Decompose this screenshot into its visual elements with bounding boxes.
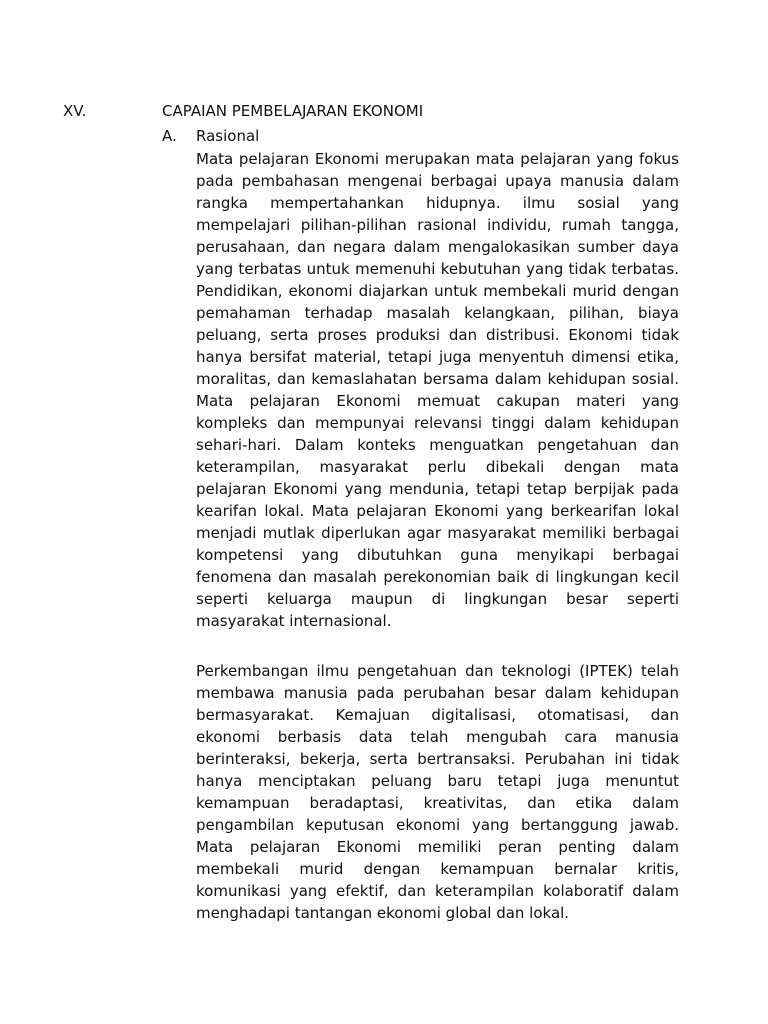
paragraph-rasional-2: Perkembangan ilmu pengetahuan dan teknologi (IPTEK) telah membawa manusia pada perubahan besar dalam kehidupan bermasyarakat. Kemajuan digitalisasi, otomatisasi, dan ekonomi berbasis data telah mengubah cara manusia berinteraksi, bekerja, serta bertransaksi. Perubahan ini tidak hanya menciptakan peluang baru tetapi juga menuntut kemampuan beradaptasi, kreativitas, dan etika dalam pengambilan keputusan ekonomi yang bertanggung jawab. Mata pelajaran Ekonomi memiliki peran penting dalam membekali murid dengan kemampuan bernalar kritis, komunikasi yang efektif, dan keterampilan kolaboratif dalam menghadapi tantangan ekonomi global dan lokal. (196, 662, 679, 922)
paragraph-rasional-1: Mata pelajaran Ekonomi merupakan mata pelajaran yang fokus pada pembahasan mengenai berbagai upaya manusia dalam rangka mempertahankan hidupnya. ilmu sosial yang mempelajari pilihan-pilihan rasional individu, rumah tangga, perusahaan, dan negara dalam mengalokasikan sumber daya yang terbatas untuk memenuhi kebutuhan yang tidak terbatas. Pendidikan, ekonomi diajarkan untuk membekali murid dengan pemahaman terhadap masalah kelangkaan, pilihan, biaya peluang, serta proses produksi dan distribusi. Ekonomi tidak hanya bersifat material, tetapi juga menyentuh dimensi etika, moralitas, dan kemaslahatan bersama dalam kehidupan sosial. Mata pelajaran Ekonomi memuat cakupan materi yang kompleks dan mempunyai relevansi tinggi dalam kehidupan sehari-hari. Dalam konteks menguatkan pengetahuan dan keterampilan, masyarakat perlu dibekali dengan mata pelajaran Ekonomi yang mendunia, tetapi tetap berpijak pada kearifan lokal. Mata pelajaran Ekonomi yang berkearifan lokal menjadi mutlak diperlukan agar masyarakat memiliki berbagai kompetensi yang dibutuhkan guna menyikapi berbagai fenomena dan masalah perekonomian baik di lingkungan kecil seperti keluarga maupun di lingkungan besar seperti masyarakat internasional. (196, 150, 679, 630)
chapter-number: XV. (63, 102, 87, 120)
section-letter: A. (162, 127, 177, 145)
section-title: Rasional (196, 127, 260, 145)
chapter-title: CAPAIAN PEMBELAJARAN EKONOMI (162, 102, 424, 120)
